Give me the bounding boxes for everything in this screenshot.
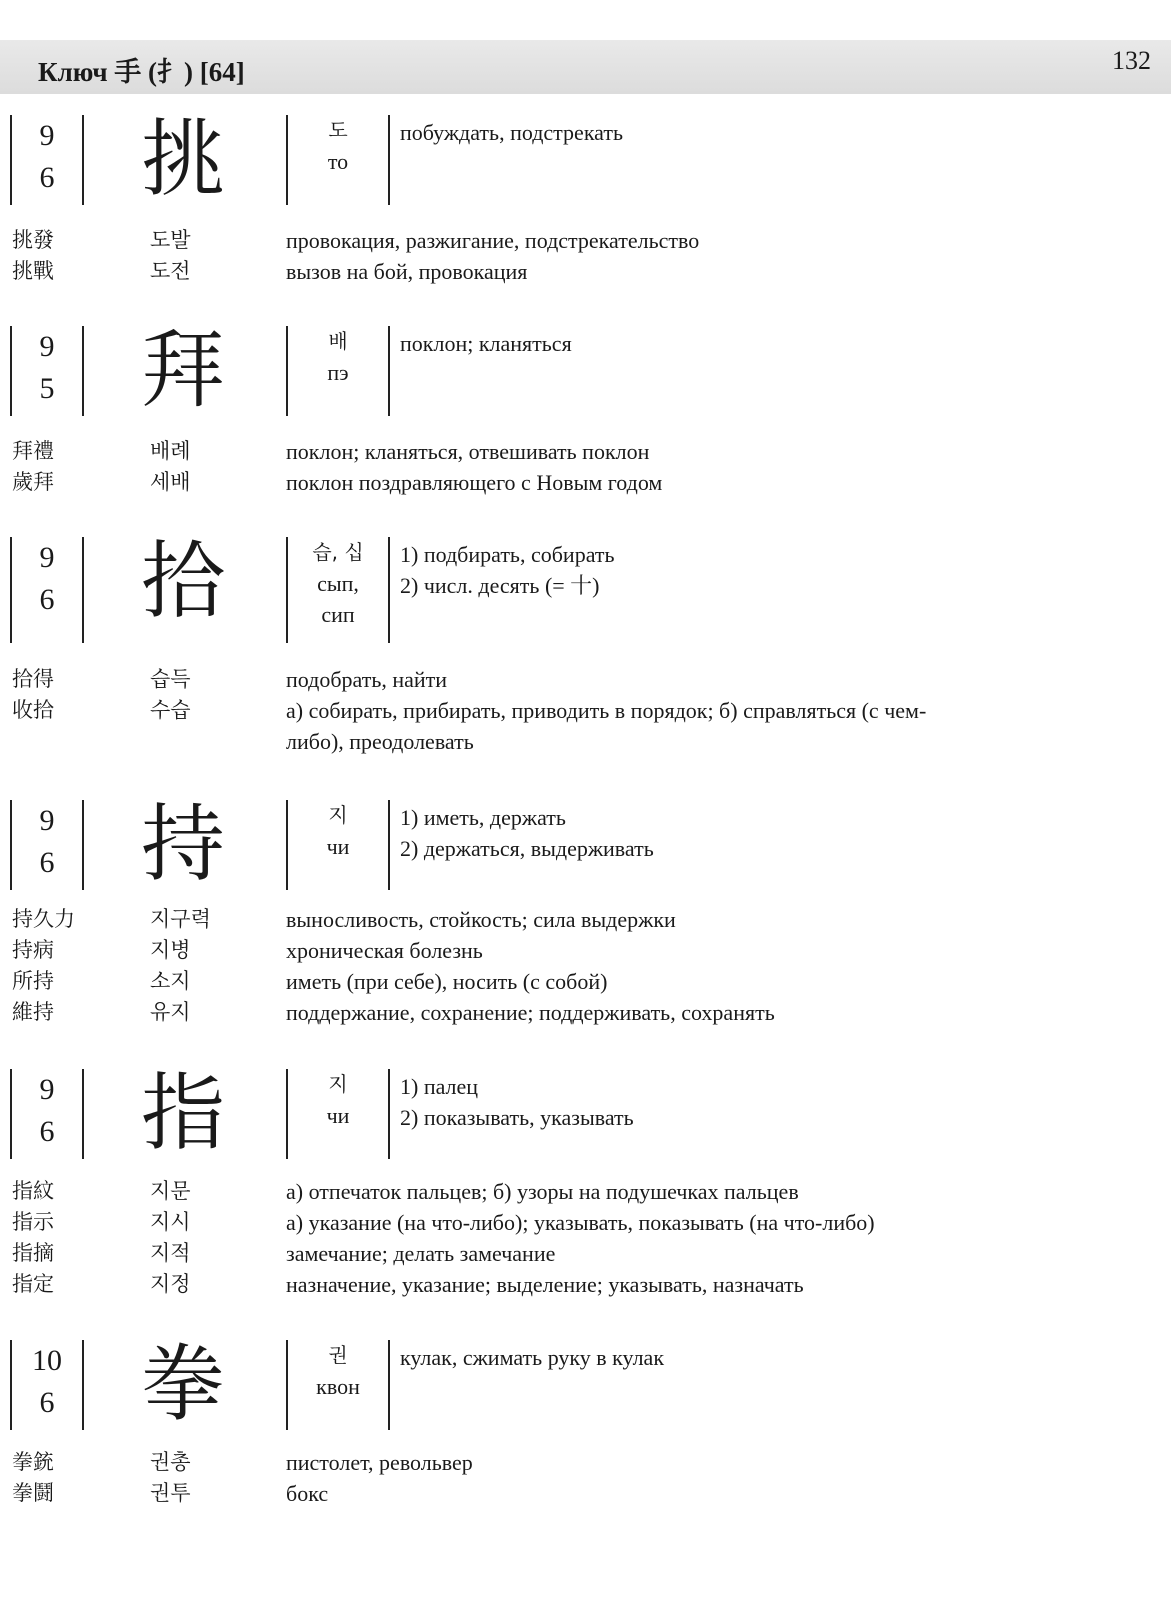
compound-translation: а) отпечаток пальцев; б) узоры на подушечках пальцев [286, 1179, 799, 1204]
reading-box [286, 800, 390, 890]
extra-strokes: 6 [39, 846, 55, 879]
hanja-character: 拳 [140, 1335, 225, 1433]
compound-translation: поклон поздравляющего с Новым годом [286, 470, 663, 495]
extra-strokes: 6 [39, 583, 55, 616]
hanja-character: 拾 [140, 532, 225, 630]
compound-hanja: 持久力 [12, 907, 75, 931]
compound-hanja: 指示 [12, 1210, 54, 1234]
compound-translation: провокация, разжигание, подстрекательство [286, 228, 700, 253]
russian-reading: квон [316, 1374, 360, 1399]
korean-reading: 도 [328, 118, 348, 142]
meaning-list [400, 328, 1140, 359]
compound-hangul: 수습 [150, 698, 191, 722]
meaning: 1) иметь, держать [400, 805, 566, 830]
page-number: 132 [1112, 46, 1151, 75]
compound-translation: а) указание (на что-либо); указывать, показывать (на что-либо) [286, 1210, 875, 1235]
hanja-character: 持 [140, 795, 225, 893]
meaning-list [400, 1342, 1140, 1373]
hanja-character: 挑 [140, 110, 225, 208]
meaning: кулак, сжимать руку в кулак [400, 1345, 665, 1370]
meaning-list [400, 1071, 1140, 1133]
meaning: 2) показывать, указывать [400, 1105, 634, 1130]
stroke-count-box [10, 537, 84, 643]
stroke-count-box [10, 1069, 84, 1159]
total-strokes: 10 [32, 1344, 62, 1377]
compound-translation: бокс [286, 1481, 329, 1506]
compound-translation: иметь (при себе), носить (с собой) [286, 969, 608, 994]
compound-hanja: 所持 [12, 969, 54, 993]
meaning-list [400, 539, 1140, 601]
stroke-count-box [10, 326, 84, 416]
compound-hangul: 지시 [150, 1210, 191, 1234]
hanja-character: 拜 [140, 321, 225, 419]
compound-hangul: 유지 [150, 1000, 191, 1024]
total-strokes: 9 [39, 330, 55, 363]
compound-hanja: 指摘 [12, 1241, 54, 1265]
extra-strokes: 6 [39, 161, 55, 194]
compound-hangul: 소지 [150, 969, 191, 993]
korean-reading: 배 [328, 329, 348, 353]
meaning: 2) держаться, выдерживать [400, 836, 654, 861]
compound-hanja: 拾得 [12, 667, 54, 691]
meaning: 1) палец [400, 1074, 479, 1099]
compound-hanja: 挑戰 [12, 259, 54, 283]
stroke-count-box [10, 1340, 84, 1430]
compound-translation: хроническая болезнь [286, 938, 483, 963]
compound-hangul: 지적 [150, 1241, 191, 1265]
meaning: побуждать, подстрекать [400, 120, 624, 145]
compound-translation: замечание; делать замечание [286, 1241, 556, 1266]
compound-hangul: 세배 [150, 470, 191, 494]
page-title: Ключ 手 (扌) [64] [38, 57, 245, 87]
compound-translation: выносливость, стойкость; сила выдержки [286, 907, 676, 932]
compound-hangul: 습득 [150, 667, 191, 691]
hanja-character: 指 [140, 1064, 225, 1162]
reading-box [286, 537, 390, 643]
compound-hanja: 拳鬪 [12, 1481, 54, 1505]
meaning: 1) подбирать, собирать [400, 542, 615, 567]
extra-strokes: 6 [39, 1386, 55, 1419]
compound-translation: поддержание, сохранение; поддерживать, сохранять [286, 1000, 775, 1025]
korean-reading: 지 [328, 803, 348, 827]
compound-hanja: 維持 [12, 1000, 54, 1024]
meaning-list [400, 117, 1140, 148]
russian-reading: чи [326, 1103, 350, 1128]
russian-reading: чи [326, 834, 350, 859]
russian-reading: сып, [317, 571, 359, 596]
compound-translation-continued: либо), преодолевать [286, 729, 474, 754]
total-strokes: 9 [39, 804, 55, 837]
compound-hangul: 배례 [150, 439, 191, 463]
compound-translation: пистолет, револьвер [286, 1450, 473, 1475]
compound-hanja: 挑發 [12, 228, 54, 252]
russian-reading: пэ [327, 360, 349, 385]
compound-hanja: 拳銃 [12, 1450, 54, 1474]
compound-translation: назначение, указание; выделение; указывать, назначать [286, 1272, 804, 1297]
compound-hangul: 지정 [150, 1272, 191, 1296]
compound-hangul: 지구력 [150, 907, 211, 931]
korean-reading: 권 [328, 1343, 348, 1367]
compound-hangul: 지병 [150, 938, 191, 962]
korean-reading: 습, 십 [312, 540, 364, 564]
compound-hangul: 권투 [150, 1481, 191, 1505]
total-strokes: 9 [39, 541, 55, 574]
compound-hanja: 指定 [12, 1272, 54, 1296]
reading-box [286, 115, 390, 205]
total-strokes: 9 [39, 1073, 55, 1106]
compound-hangul: 도전 [150, 259, 191, 283]
korean-reading: 지 [328, 1072, 348, 1096]
reading-box [286, 326, 390, 416]
meaning-list [400, 802, 1140, 864]
reading-box [286, 1340, 390, 1430]
stroke-count-box [10, 800, 84, 890]
extra-strokes: 5 [39, 372, 55, 405]
compound-hangul: 도발 [150, 228, 191, 252]
compound-hanja: 拜禮 [12, 439, 54, 463]
extra-strokes: 6 [39, 1115, 55, 1148]
stroke-count-box [10, 115, 84, 205]
compound-hanja: 指紋 [12, 1179, 54, 1203]
reading-box [286, 1069, 390, 1159]
compound-hanja: 收拾 [12, 698, 54, 722]
russian-reading: то [327, 149, 349, 174]
compound-hangul: 권총 [150, 1450, 191, 1474]
compound-hanja: 歲拜 [12, 470, 54, 494]
total-strokes: 9 [39, 119, 55, 152]
compound-translation: поклон; кланяться, отвешивать поклон [286, 439, 650, 464]
meaning: поклон; кланяться [400, 331, 572, 356]
compound-hanja: 持病 [12, 938, 54, 962]
compound-translation: подобрать, найти [286, 667, 448, 692]
russian-reading-alt: сип [321, 602, 355, 627]
compound-translation: а) собирать, прибирать, приводить в порядок; б) справляться (с чем- [286, 698, 927, 723]
meaning: 2) числ. десять (= 十) [400, 573, 600, 598]
compound-translation: вызов на бой, провокация [286, 259, 528, 284]
compound-hangul: 지문 [150, 1179, 191, 1203]
